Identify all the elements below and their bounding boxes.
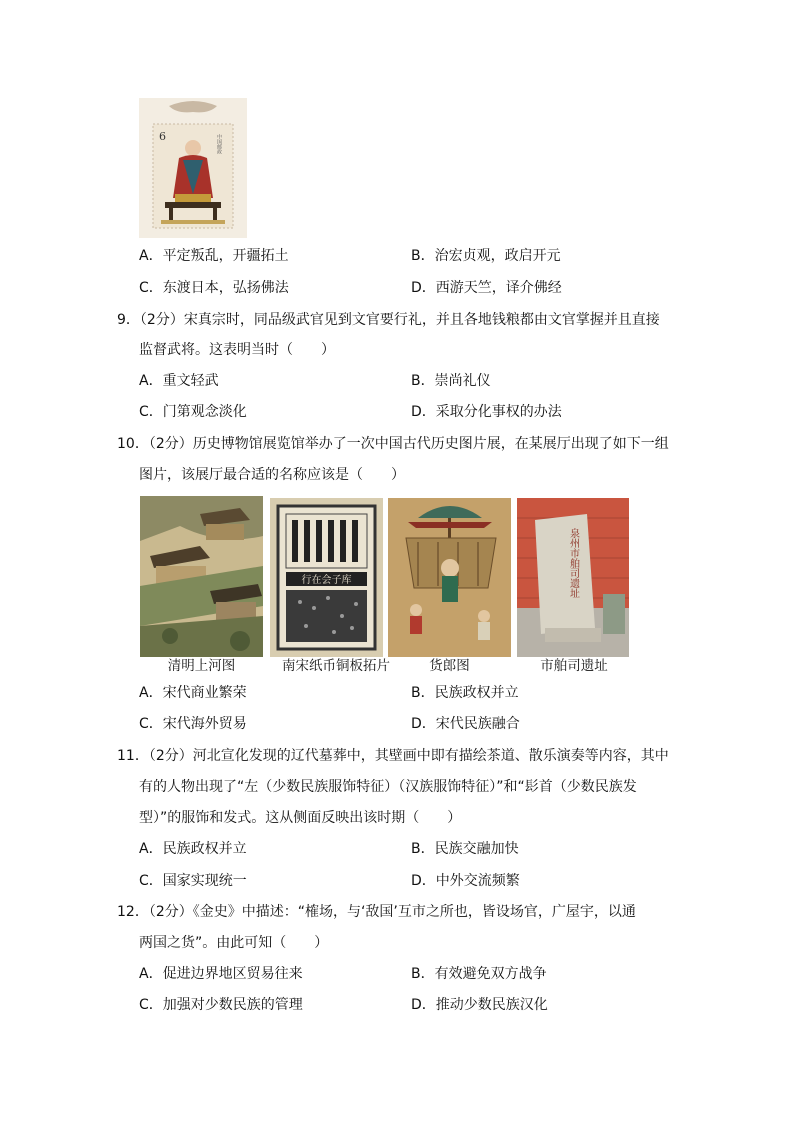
stele-text: 泉州市舶司遗址 (567, 528, 579, 598)
q12-stem-line1: 12．（2分）《金史》中描述：“榷场，与‘敌国’互市之所也，皆设场官，广屋宇，以通 (117, 904, 636, 920)
q12-stem-line2: 两国之货”。由此可知（ ） (139, 935, 329, 951)
q11-option-b: B．民族交融加快 (411, 841, 519, 857)
q8-option-b: B．治宏贞观，政启开元 (411, 248, 561, 264)
caption-qingming: 清明上河图 (167, 658, 236, 674)
stamp-country-text: 中国邮政 (216, 134, 222, 154)
q9-option-a: A．重文轻武 (139, 373, 219, 389)
q10-option-c: C．宋代海外贸易 (139, 716, 247, 732)
qingming-painting-image (140, 496, 263, 657)
q9-stem-line2: 监督武将。这表明当时（ ） (139, 342, 335, 358)
q9-option-c: C．门第观念淡化 (139, 404, 247, 420)
q8-option-d: D．西游天竺，译介佛经 (411, 280, 562, 296)
q12-option-b: B．有效避免双方战争 (411, 966, 547, 982)
monk-stamp-image (139, 98, 247, 238)
caption-banknote: 南宋纸币铜板拓片 (282, 658, 390, 674)
q11-option-d: D．中外交流频繁 (411, 873, 520, 889)
q11-option-a: A．民族政权并立 (139, 841, 247, 857)
q11-option-c: C．国家实现统一 (139, 873, 247, 889)
shibosi-stele-image (517, 498, 629, 657)
banknote-rubbing-image (270, 498, 383, 657)
q12-option-d: D．推动少数民族汉化 (411, 997, 548, 1013)
q12-option-a: A．促进边界地区贸易往来 (139, 966, 303, 982)
caption-peddler: 货郎图 (429, 658, 470, 674)
peddler-painting-image (388, 498, 511, 657)
q9-option-d: D．采取分化事权的办法 (411, 404, 562, 420)
q11-stem-line2: 有的人物出现了“左（少数民族服饰特征）（汉族服饰特征）”和“髟首（少数民族发 (139, 779, 637, 795)
q8-option-a: A．平定叛乱，开疆拓土 (139, 248, 289, 264)
q10-stem-line2: 图片，该展厅最合适的名称应该是（ ） (139, 467, 405, 483)
caption-stele: 市舶司遗址 (540, 658, 608, 674)
q11-stem-line3: 型）”的服饰和发式。这从侧面反映出该时期（ ） (139, 810, 462, 826)
q11-stem-line1: 11．（2分）河北宣化发现的辽代墓葬中，其壁画中即有描绘茶道、散乐演奏等内容，其中 (117, 748, 669, 764)
q10-option-b: B．民族政权并立 (411, 685, 519, 701)
q8-option-c: C．东渡日本，弘扬佛法 (139, 280, 289, 296)
q12-option-c: C．加强对少数民族的管理 (139, 997, 303, 1013)
q10-stem-line1: 10．（2分）历史博物馆展览馆举办了一次中国古代历史图片展，在某展厅出现了如下一组 (117, 436, 669, 452)
q9-stem-line1: 9．（2分）宋真宗时，同品级武官见到文官要行礼，并且各地钱粮都由文官掌握并且直接 (117, 312, 660, 328)
q9-option-b: B．崇尚礼仪 (411, 373, 491, 389)
stamp-denomination: 6 (159, 130, 166, 143)
banknote-text: 行在会子库 (301, 575, 352, 586)
q10-option-a: A．宋代商业繁荣 (139, 685, 247, 701)
q10-option-d: D．宋代民族融合 (411, 716, 520, 732)
